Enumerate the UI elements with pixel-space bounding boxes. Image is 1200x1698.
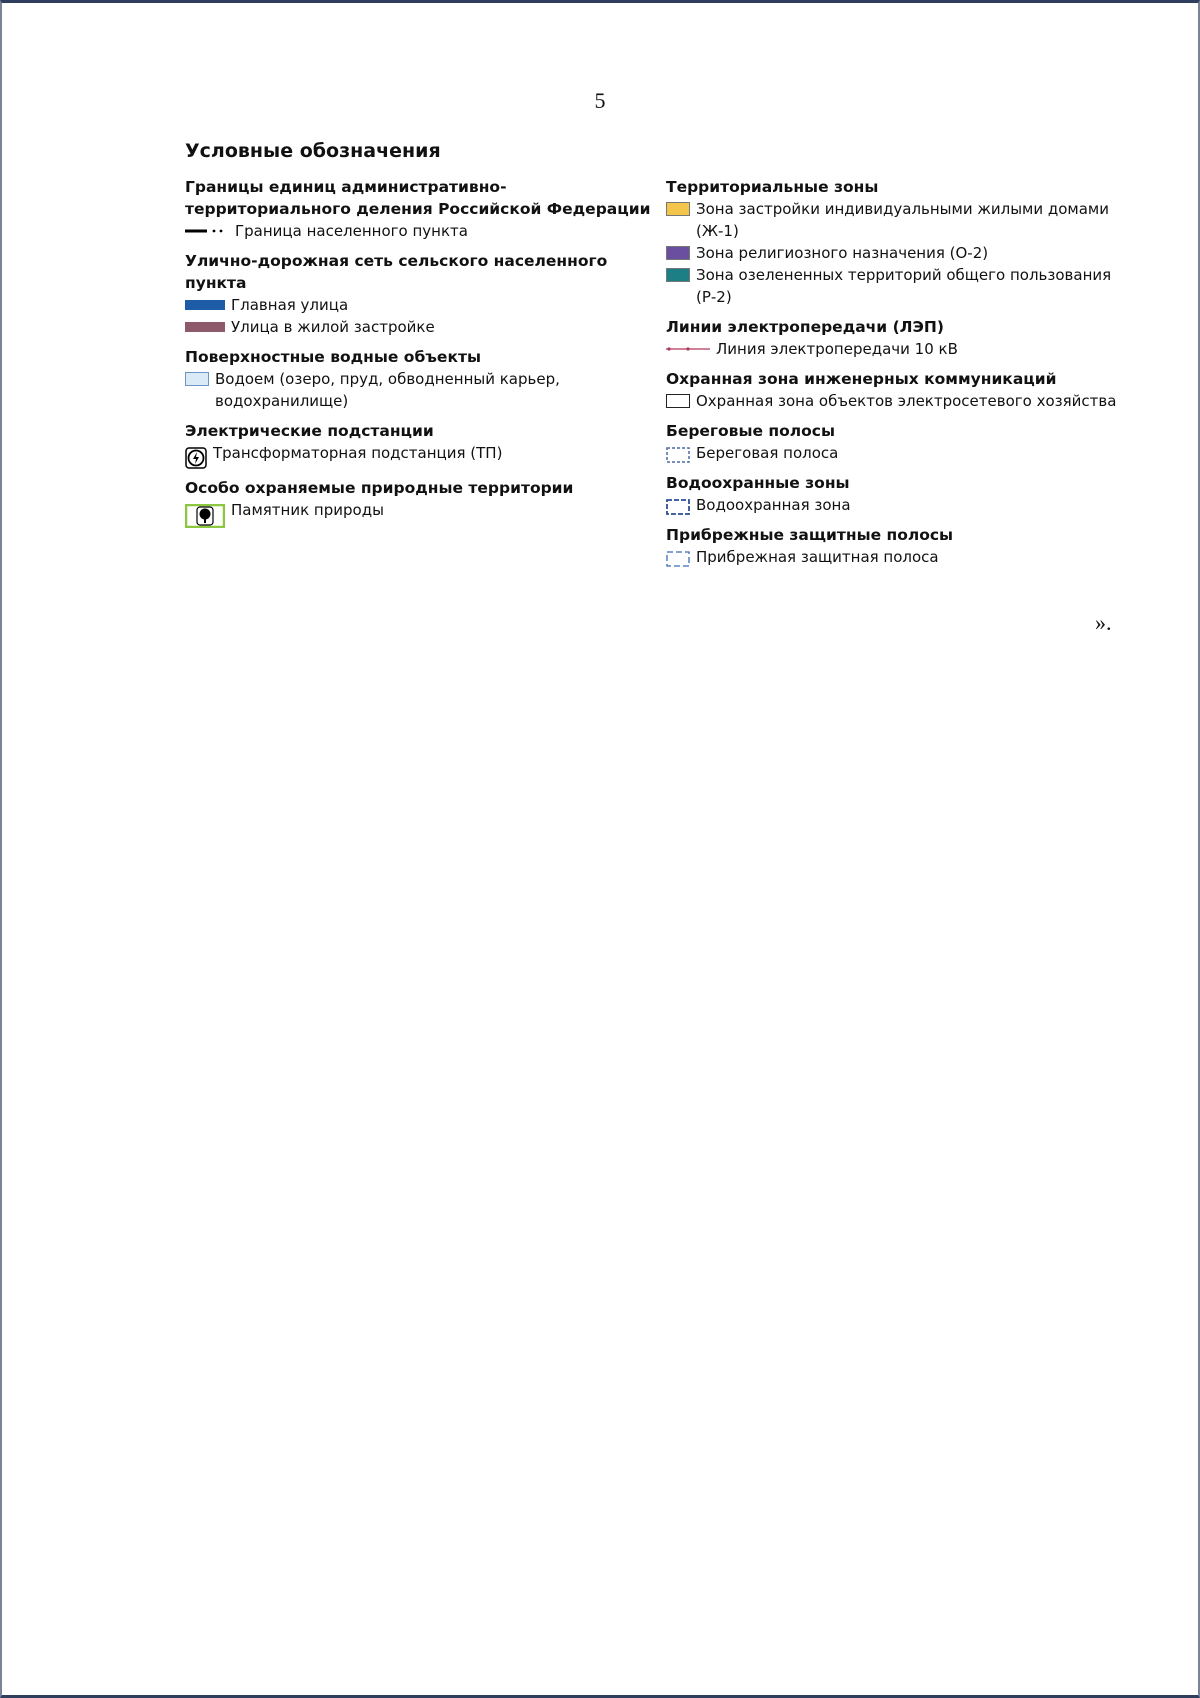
legend-item-label: Улица в жилой застройке bbox=[231, 318, 435, 336]
road-swatch-icon bbox=[185, 300, 225, 310]
shoreline-strip-icon bbox=[666, 447, 690, 463]
coastal-protection-strip-icon bbox=[666, 551, 690, 567]
legend-item-label: Охранная зона объектов электросетевого хозяйства bbox=[696, 392, 1117, 410]
legend-item bbox=[185, 442, 655, 469]
legend-item bbox=[666, 390, 1136, 412]
zone-swatch-icon bbox=[666, 268, 690, 282]
legend-title: Условные обозначения bbox=[185, 140, 441, 162]
legend-item bbox=[666, 242, 1136, 264]
water-body-icon bbox=[185, 372, 209, 386]
legend-group-heading: Поверхностные водные объекты bbox=[185, 348, 481, 366]
legend-item-label: Водоохранная зона bbox=[696, 496, 851, 514]
legend-item bbox=[185, 294, 655, 316]
road-swatch-icon bbox=[185, 322, 225, 332]
legend-item-label: Памятник природы bbox=[231, 501, 384, 519]
legend-group-heading: Границы единиц административно-территориального деления Российской Федерации bbox=[185, 178, 651, 218]
legend-item bbox=[666, 198, 1136, 242]
legend-group bbox=[666, 472, 1136, 516]
nature-monument-icon bbox=[185, 504, 225, 528]
page-number: 5 bbox=[594, 88, 606, 113]
water-protection-zone-icon bbox=[666, 499, 690, 515]
legend-group bbox=[185, 176, 655, 242]
legend-group-heading: Улично-дорожная сеть сельского населенного пункта bbox=[185, 252, 608, 292]
legend-item-label: Зона застройки индивидуальными жилыми домами (Ж-1) bbox=[696, 200, 1109, 240]
legend-group bbox=[185, 346, 655, 412]
power-line-icon bbox=[666, 343, 710, 355]
legend-item-label: Зона озелененных территорий общего пользования (Р-2) bbox=[696, 266, 1112, 306]
legend-item-label: Главная улица bbox=[231, 296, 349, 314]
legend-item-label: Прибрежная защитная полоса bbox=[696, 548, 939, 566]
legend-group bbox=[666, 420, 1136, 464]
legend-left-column bbox=[185, 176, 655, 536]
legend-group bbox=[666, 524, 1136, 568]
transformer-substation-icon bbox=[185, 447, 207, 469]
legend-item bbox=[185, 499, 655, 528]
legend-item bbox=[666, 494, 1136, 516]
legend-item bbox=[185, 316, 655, 338]
legend-group bbox=[666, 176, 1136, 308]
legend-item bbox=[666, 546, 1136, 568]
legend-group-heading: Особо охраняемые природные территории bbox=[185, 479, 574, 497]
legend-group bbox=[666, 368, 1136, 412]
legend-item bbox=[185, 220, 655, 242]
legend-item bbox=[185, 368, 655, 412]
legend-item-label: Граница населенного пункта bbox=[235, 222, 468, 240]
legend-item bbox=[666, 442, 1136, 464]
zone-swatch-icon bbox=[666, 246, 690, 260]
legend-group-heading: Водоохранные зоны bbox=[666, 474, 850, 492]
legend-group bbox=[185, 250, 655, 338]
legend-item bbox=[666, 264, 1136, 308]
legend-group-heading: Береговые полосы bbox=[666, 422, 835, 440]
legend-item-label: Водоем (озеро, пруд, обводненный карьер, водохранилище) bbox=[215, 370, 560, 410]
closing-quote: ». bbox=[1095, 610, 1112, 635]
legend-item-label: Зона религиозного назначения (О-2) bbox=[696, 244, 989, 262]
legend-group bbox=[185, 420, 655, 469]
legend-group-heading: Линии электропередачи (ЛЭП) bbox=[666, 318, 944, 336]
zone-swatch-icon bbox=[666, 202, 690, 216]
legend-group-heading: Охранная зона инженерных коммуникаций bbox=[666, 370, 1057, 388]
legend-item bbox=[666, 338, 1136, 360]
legend-group bbox=[666, 316, 1136, 360]
legend-group-heading: Территориальные зоны bbox=[666, 178, 879, 196]
legend-item-label: Береговая полоса bbox=[696, 444, 839, 462]
protection-zone-icon bbox=[666, 394, 690, 408]
legend-group-heading: Прибрежные защитные полосы bbox=[666, 526, 954, 544]
legend-item-label: Линия электропередачи 10 кВ bbox=[716, 340, 958, 358]
legend-group-heading: Электрические подстанции bbox=[185, 422, 434, 440]
legend-right-column bbox=[666, 176, 1136, 576]
settlement-boundary-icon bbox=[185, 225, 229, 237]
legend-item-label: Трансформаторная подстанция (ТП) bbox=[213, 444, 503, 462]
legend-group bbox=[185, 477, 655, 528]
